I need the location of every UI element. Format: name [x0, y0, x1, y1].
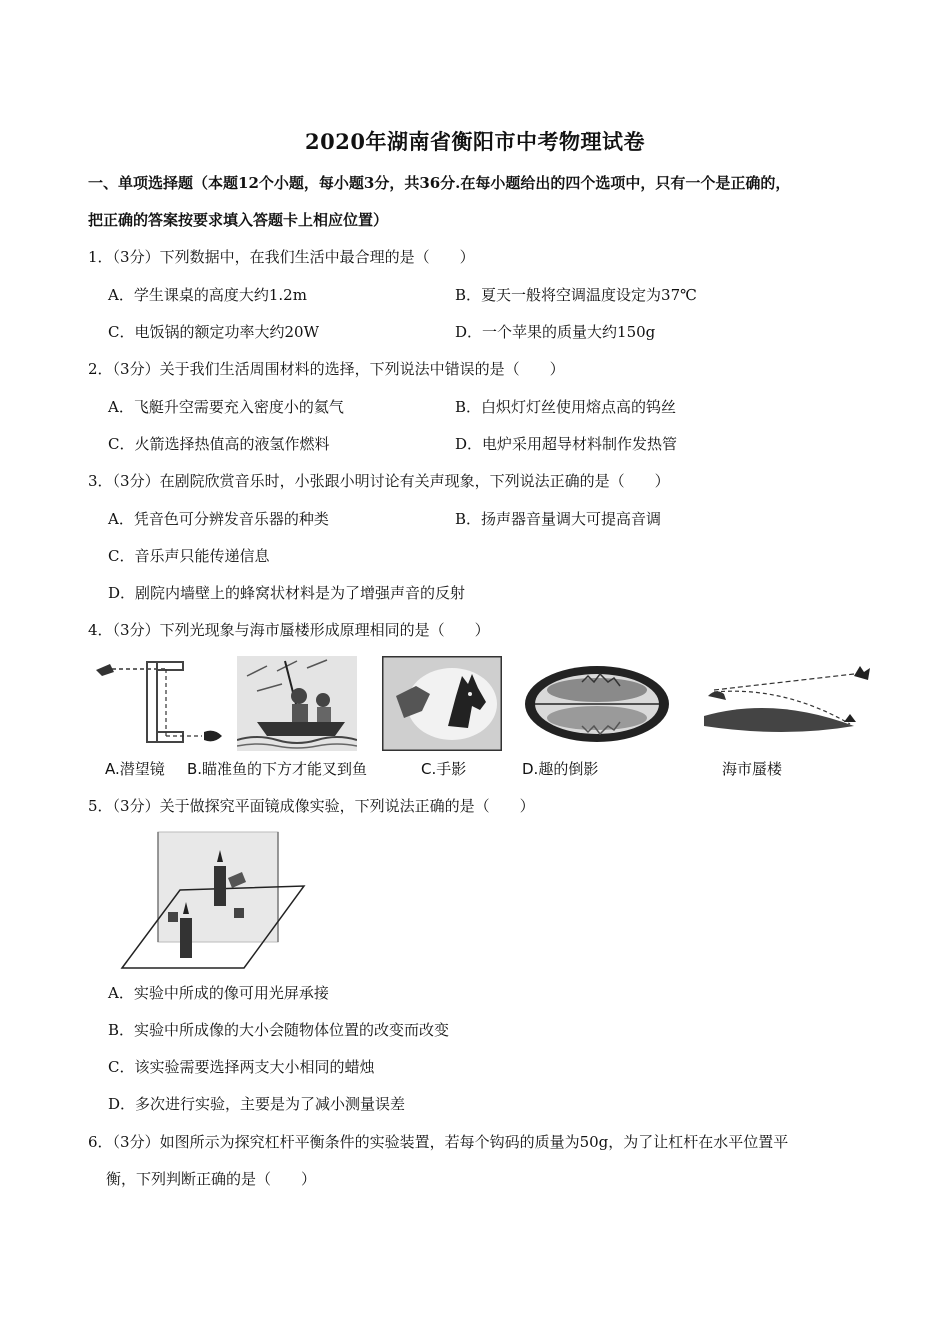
question-6-stem-line1: 6．（3分）如图所示为探究杠杆平衡条件的实验装置，若每个钩码的质量为50g，为了让杠杆在水平位置平 — [88, 1133, 789, 1151]
question-3-option-b: B．扬声器音量调大可提高音调 — [455, 510, 662, 528]
question-4-figures — [92, 656, 872, 751]
section-heading-line1: 一、单项选择题（本题12个小题，每小题3分，共36分.在每小题给出的四个选项中，只有一个是正确的， — [88, 174, 791, 192]
section-heading-line2: 把正确的答案按要求填入答题卡上相应位置） — [88, 211, 389, 229]
reflection-figure — [522, 656, 672, 751]
question-5-option-a: A．实验中所成的像可用光屏承接 — [108, 984, 329, 1002]
question-2-option-b: B．白炽灯灯丝使用熔点高的钨丝 — [455, 398, 677, 416]
question-1-option-a: A．学生课桌的高度大约1.2m — [108, 286, 307, 304]
figure-caption-b: B.瞄准鱼的下方才能叉到鱼 — [187, 760, 368, 778]
hand-shadow-figure — [382, 656, 502, 751]
mirage-figure — [704, 656, 872, 751]
figure-caption-c: C.手影 — [421, 760, 467, 778]
section-heading — [88, 165, 878, 239]
figure-caption-d: D.趣的倒影 — [522, 760, 599, 778]
question-3-stem: 3．（3分）在剧院欣赏音乐时，小张跟小明讨论有关声现象，下列说法正确的是（ ） — [88, 472, 670, 490]
question-2-option-a: A．飞艇升空需要充入密度小的氦气 — [108, 398, 344, 416]
question-1-option-d: D．一个苹果的质量大约150g — [455, 323, 656, 341]
question-5-stem: 5．（3分）关于做探究平面镜成像实验，下列说法正确的是（ ） — [88, 797, 535, 815]
question-1-stem: 1．（3分）下列数据中，在我们生活中最合理的是（ ） — [88, 248, 475, 266]
question-5-option-b: B．实验中所成像的大小会随物体位置的改变而改变 — [108, 1021, 450, 1039]
question-1-option-c: C．电饭锅的额定功率大约20W — [108, 323, 319, 341]
question-6-stem-line2: 衡，下列判断正确的是（ ） — [106, 1170, 317, 1188]
page-title: 2020年湖南省衡阳市中考物理试卷 — [305, 129, 645, 154]
figure-caption-a: A.潜望镜 — [105, 760, 165, 778]
figure-caption-mirage: 海市蜃楼 — [722, 760, 783, 778]
question-2-option-d: D．电炉采用超导材料制作发热管 — [455, 435, 678, 453]
question-4-stem: 4．（3分）下列光现象与海市蜃楼形成原理相同的是（ ） — [88, 621, 490, 639]
question-1-option-b: B．夏天一般将空调温度设定为37℃ — [455, 286, 697, 304]
fishing-boat-figure — [237, 656, 357, 751]
question-2-option-c: C．火箭选择热值高的液氢作燃料 — [108, 435, 330, 453]
question-3-option-c: C．音乐声只能传递信息 — [108, 547, 270, 565]
question-2-stem: 2．（3分）关于我们生活周围材料的选择，下列说法中错误的是（ ） — [88, 360, 565, 378]
question-5-option-d: D．多次进行实验，主要是为了减小测量误差 — [108, 1095, 406, 1113]
question-3-option-d: D．剧院内墙壁上的蜂窝状材料是为了增强声音的反射 — [108, 584, 466, 602]
question-3-option-a: A．凭音色可分辨发音乐器的种类 — [108, 510, 329, 528]
periscope-figure — [92, 656, 232, 751]
plane-mirror-experiment-figure — [118, 828, 308, 970]
question-5-option-c: C．该实验需要选择两支大小相同的蜡烛 — [108, 1058, 375, 1076]
